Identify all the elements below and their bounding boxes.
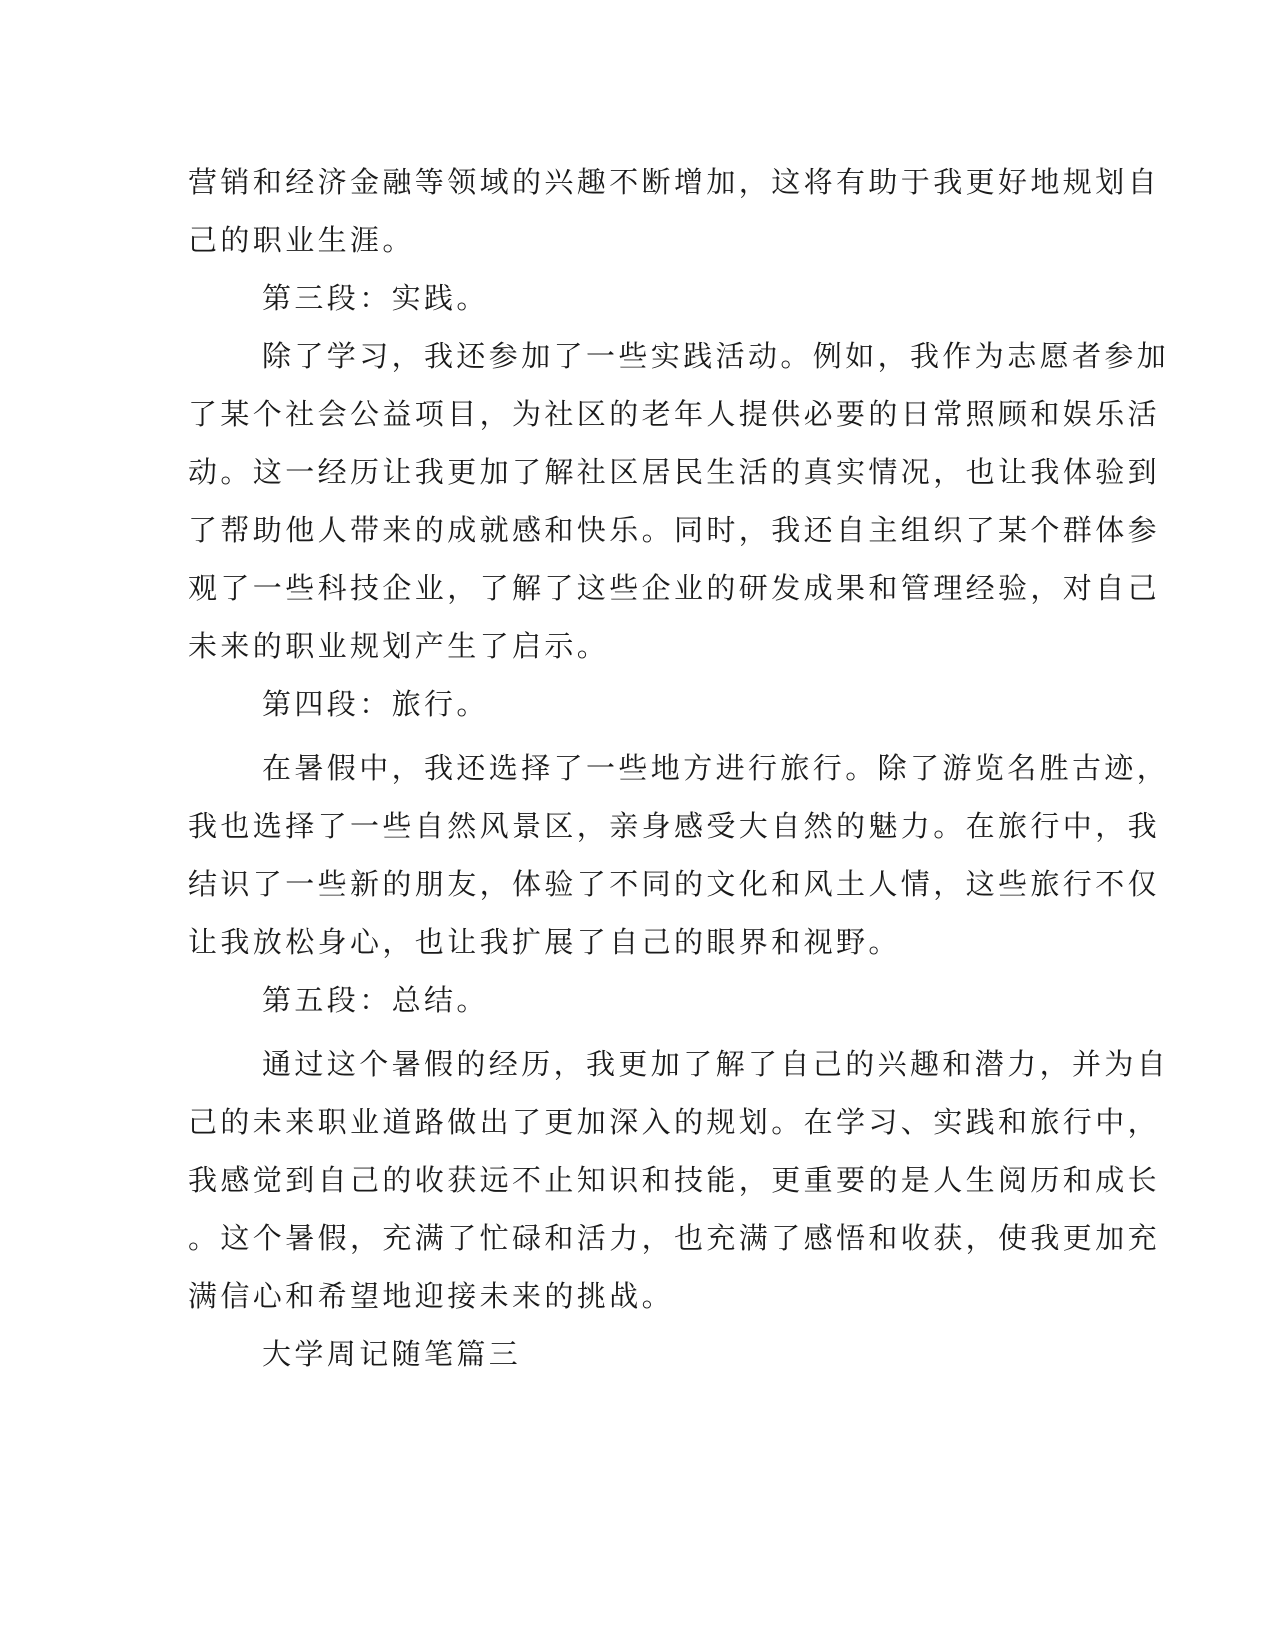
text-line: 未来的职业规划产生了启示。 [188,629,610,663]
text-line: 了某个社会公益项目，为社区的老年人提供必要的日常照顾和娱乐活 [188,397,1161,431]
text-line: 除了学习，我还参加了一些实践活动。例如，我作为志愿者参加 [262,339,1170,373]
text-line: 己的职业生涯。 [188,223,415,257]
text-line: 动。这一经历让我更加了解社区居民生活的真实情况，也让我体验到 [188,455,1161,489]
text-line: 结识了一些新的朋友，体验了不同的文化和风土人情，这些旅行不仅 [188,867,1161,901]
text-line: 己的未来职业道路做出了更加深入的规划。在学习、实践和旅行中， [188,1105,1161,1139]
text-line: 。这个暑假，充满了忙碌和活力，也充满了感悟和收获，使我更加充 [188,1221,1161,1255]
text-line: 了帮助他人带来的成就感和快乐。同时，我还自主组织了某个群体参 [188,513,1161,547]
section-heading-travel: 第四段：旅行。 [262,687,489,721]
text-line: 观了一些科技企业，了解了这些企业的研发成果和管理经验，对自己 [188,571,1161,605]
text-line: 营销和经济金融等领域的兴趣不断增加，这将有助于我更好地规划自 [188,165,1161,199]
text-line: 我感觉到自己的收获远不止知识和技能，更重要的是人生阅历和成长 [188,1163,1161,1197]
section-heading-summary: 第五段：总结。 [262,983,489,1017]
text-line: 通过这个暑假的经历，我更加了解了自己的兴趣和潜力，并为自 [262,1047,1170,1081]
article-title-part-three: 大学周记随笔篇三 [262,1337,522,1371]
section-heading-practice: 第三段：实践。 [262,281,489,315]
text-line: 在暑假中，我还选择了一些地方进行旅行。除了游览名胜古迹， [262,751,1170,785]
text-line: 我也选择了一些自然风景区，亲身感受大自然的魅力。在旅行中，我 [188,809,1161,843]
text-line: 让我放松身心，也让我扩展了自己的眼界和视野。 [188,925,901,959]
text-line: 满信心和希望地迎接未来的挑战。 [188,1279,675,1313]
